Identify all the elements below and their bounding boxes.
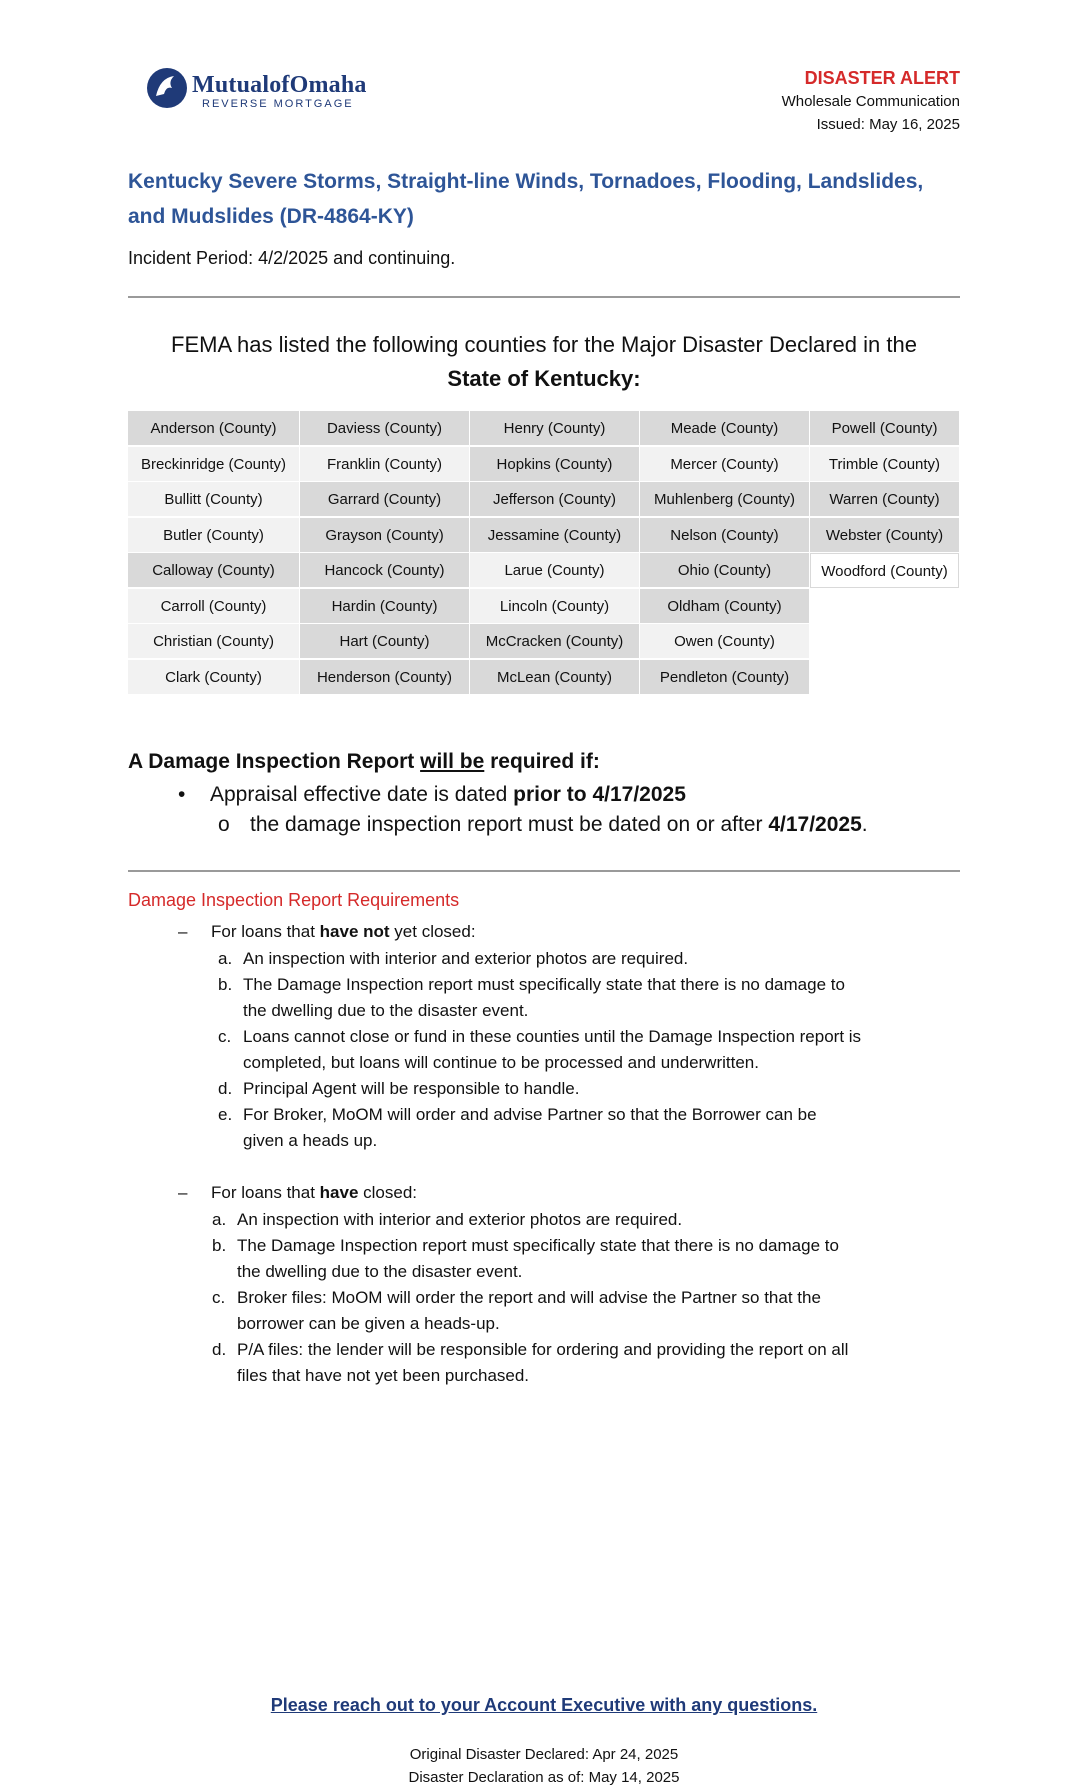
county-cell: Jessamine (County) <box>470 518 639 553</box>
fema-statement <box>128 328 960 396</box>
county-cell: McCracken (County) <box>470 624 639 659</box>
list-item-text: The Damage Inspection report must specifically state that there is no damage to <box>237 1236 839 1255</box>
title-line-1: Kentucky Severe Storms, Straight-line Winds, Tornadoes, Flooding, Landslides, <box>128 170 924 193</box>
county-cell: Jefferson (County) <box>470 482 639 517</box>
not-closed-bold: have not <box>319 922 390 941</box>
county-cell: Pendleton (County) <box>640 660 809 695</box>
list-letter: a. <box>212 1210 227 1229</box>
page-title <box>128 164 968 234</box>
damage-report-heading <box>128 750 600 774</box>
divider <box>128 870 960 872</box>
county-cell: Ohio (County) <box>640 553 809 588</box>
closed-pre: For loans that <box>211 1183 320 1202</box>
county-cell: Hart (County) <box>300 624 469 659</box>
heading-text-pre: A Damage Inspection Report <box>128 750 421 773</box>
list-letter: d. <box>212 1340 227 1359</box>
heading-text-underline: will be <box>420 750 485 773</box>
county-cell: Henderson (County) <box>300 660 469 695</box>
county-cell: Nelson (County) <box>640 518 809 553</box>
list-letter: c. <box>212 1288 226 1307</box>
county-cell: Woodford (County) <box>810 553 959 588</box>
county-cell: Owen (County) <box>640 624 809 659</box>
county-cell: Warren (County) <box>810 482 959 517</box>
heading-text-post: required if: <box>484 750 600 773</box>
fema-line-1: FEMA has listed the following counties for the Major Disaster Declared in the <box>171 332 917 357</box>
county-cell: Mercer (County) <box>640 447 809 482</box>
list-item-text: the dwelling due to the disaster event. <box>237 1262 523 1281</box>
list-item-text: Loans cannot close or fund in these counties until the Damage Inspection report is <box>243 1027 862 1046</box>
alert-title: DISASTER ALERT <box>804 68 960 88</box>
county-cell: Anderson (County) <box>128 411 299 446</box>
county-table <box>128 411 960 695</box>
county-cell: Christian (County) <box>128 624 299 659</box>
county-cell: Henry (County) <box>470 411 639 446</box>
list-item-text: borrower can be given a heads-up. <box>237 1314 500 1333</box>
list-letter: e. <box>218 1105 233 1124</box>
list-letter: d. <box>218 1079 233 1098</box>
lion-logo-icon <box>146 66 188 110</box>
bullet-bold-text: prior to 4/17/2025 <box>513 783 686 806</box>
list-item-text: the dwelling due to the disaster event. <box>243 1001 529 1020</box>
list-letter: b. <box>212 1236 227 1255</box>
list-item-text: Broker files: MoOM will order the report and will advise the Partner so that the <box>237 1288 821 1307</box>
list-item-text: An inspection with interior and exterior photos are required. <box>243 949 689 968</box>
county-cell: Franklin (County) <box>300 447 469 482</box>
dash-icon: – <box>178 922 188 941</box>
county-cell: Hopkins (County) <box>470 447 639 482</box>
county-cell: Webster (County) <box>810 518 959 553</box>
closed-bold: have <box>319 1183 359 1202</box>
list-item-text: An inspection with interior and exterior photos are required. <box>237 1210 683 1229</box>
list-letter: b. <box>218 975 233 994</box>
list-item-text: For Broker, MoOM will order and advise Partner so that the Borrower can be <box>243 1105 817 1124</box>
county-cell: Oldham (County) <box>640 589 809 624</box>
county-cell: Meade (County) <box>640 411 809 446</box>
dash-icon: – <box>178 1183 188 1202</box>
county-cell: Grayson (County) <box>300 518 469 553</box>
incident-period: Incident Period: 4/2/2025 and continuing. <box>128 248 456 268</box>
closed-post: closed: <box>358 1183 418 1202</box>
bullet-icon: • <box>178 783 186 806</box>
fema-line-2: State of Kentucky: <box>447 366 641 391</box>
bullet-text: Appraisal effective date is dated <box>210 783 514 806</box>
county-cell: Carroll (County) <box>128 589 299 624</box>
list-item-text: The Damage Inspection report must specifically state that there is no damage to <box>243 975 845 994</box>
county-cell: McLean (County) <box>470 660 639 695</box>
contact-account-executive-link[interactable]: Please reach out to your Account Executive with any questions. <box>270 1695 818 1715</box>
title-line-2: and Mudslides (DR-4864-KY) <box>128 205 414 228</box>
company-logo <box>146 66 367 114</box>
not-closed-pre: For loans that <box>211 922 320 941</box>
list-item-text: Principal Agent will be responsible to handle. <box>243 1079 580 1098</box>
list-letter: c. <box>218 1027 232 1046</box>
county-cell: Muhlenberg (County) <box>640 482 809 517</box>
divider <box>128 296 960 298</box>
original-declaration: Original Disaster Declared: Apr 24, 2025 <box>409 1746 679 1763</box>
sub-bullet-bold-text: 4/17/2025 <box>768 813 862 836</box>
requirements-title: Damage Inspection Report Requirements <box>128 890 460 910</box>
county-cell: Powell (County) <box>810 411 959 446</box>
county-cell: Clark (County) <box>128 660 299 695</box>
county-cell: Bullitt (County) <box>128 482 299 517</box>
county-cell: Calloway (County) <box>128 553 299 588</box>
county-cell: Butler (County) <box>128 518 299 553</box>
list-item-text: P/A files: the lender will be responsible for ordering and providing the report on all <box>237 1340 849 1359</box>
list-item-text: files that have not yet been purchased. <box>237 1366 530 1385</box>
alert-subtitle: Wholesale Communication <box>781 93 960 110</box>
county-cell: Larue (County) <box>470 553 639 588</box>
not-closed-post: yet closed: <box>389 922 476 941</box>
county-cell: Garrard (County) <box>300 482 469 517</box>
county-cell: Trimble (County) <box>810 447 959 482</box>
county-cell: Hancock (County) <box>300 553 469 588</box>
circle-bullet-icon: o <box>218 813 230 836</box>
county-cell: Breckinridge (County) <box>128 447 299 482</box>
logo-brand-text: MutualofOmaha <box>192 72 367 98</box>
sub-bullet-text: the damage inspection report must be dated on or after <box>250 813 769 836</box>
list-item-text: given a heads up. <box>243 1131 378 1150</box>
county-cell: Hardin (County) <box>300 589 469 624</box>
county-cell: Lincoln (County) <box>470 589 639 624</box>
logo-sub-text: REVERSE MORTGAGE <box>202 98 354 110</box>
county-cell: Daviess (County) <box>300 411 469 446</box>
alert-header <box>782 66 960 136</box>
sub-bullet-period: . <box>861 813 868 836</box>
declaration-as-of: Disaster Declaration as of: May 14, 2025 <box>408 1769 680 1786</box>
list-item-text: completed, but loans will continue to be processed and underwritten. <box>243 1053 759 1072</box>
list-letter: a. <box>218 949 233 968</box>
issued-date: Issued: May 16, 2025 <box>816 116 960 133</box>
